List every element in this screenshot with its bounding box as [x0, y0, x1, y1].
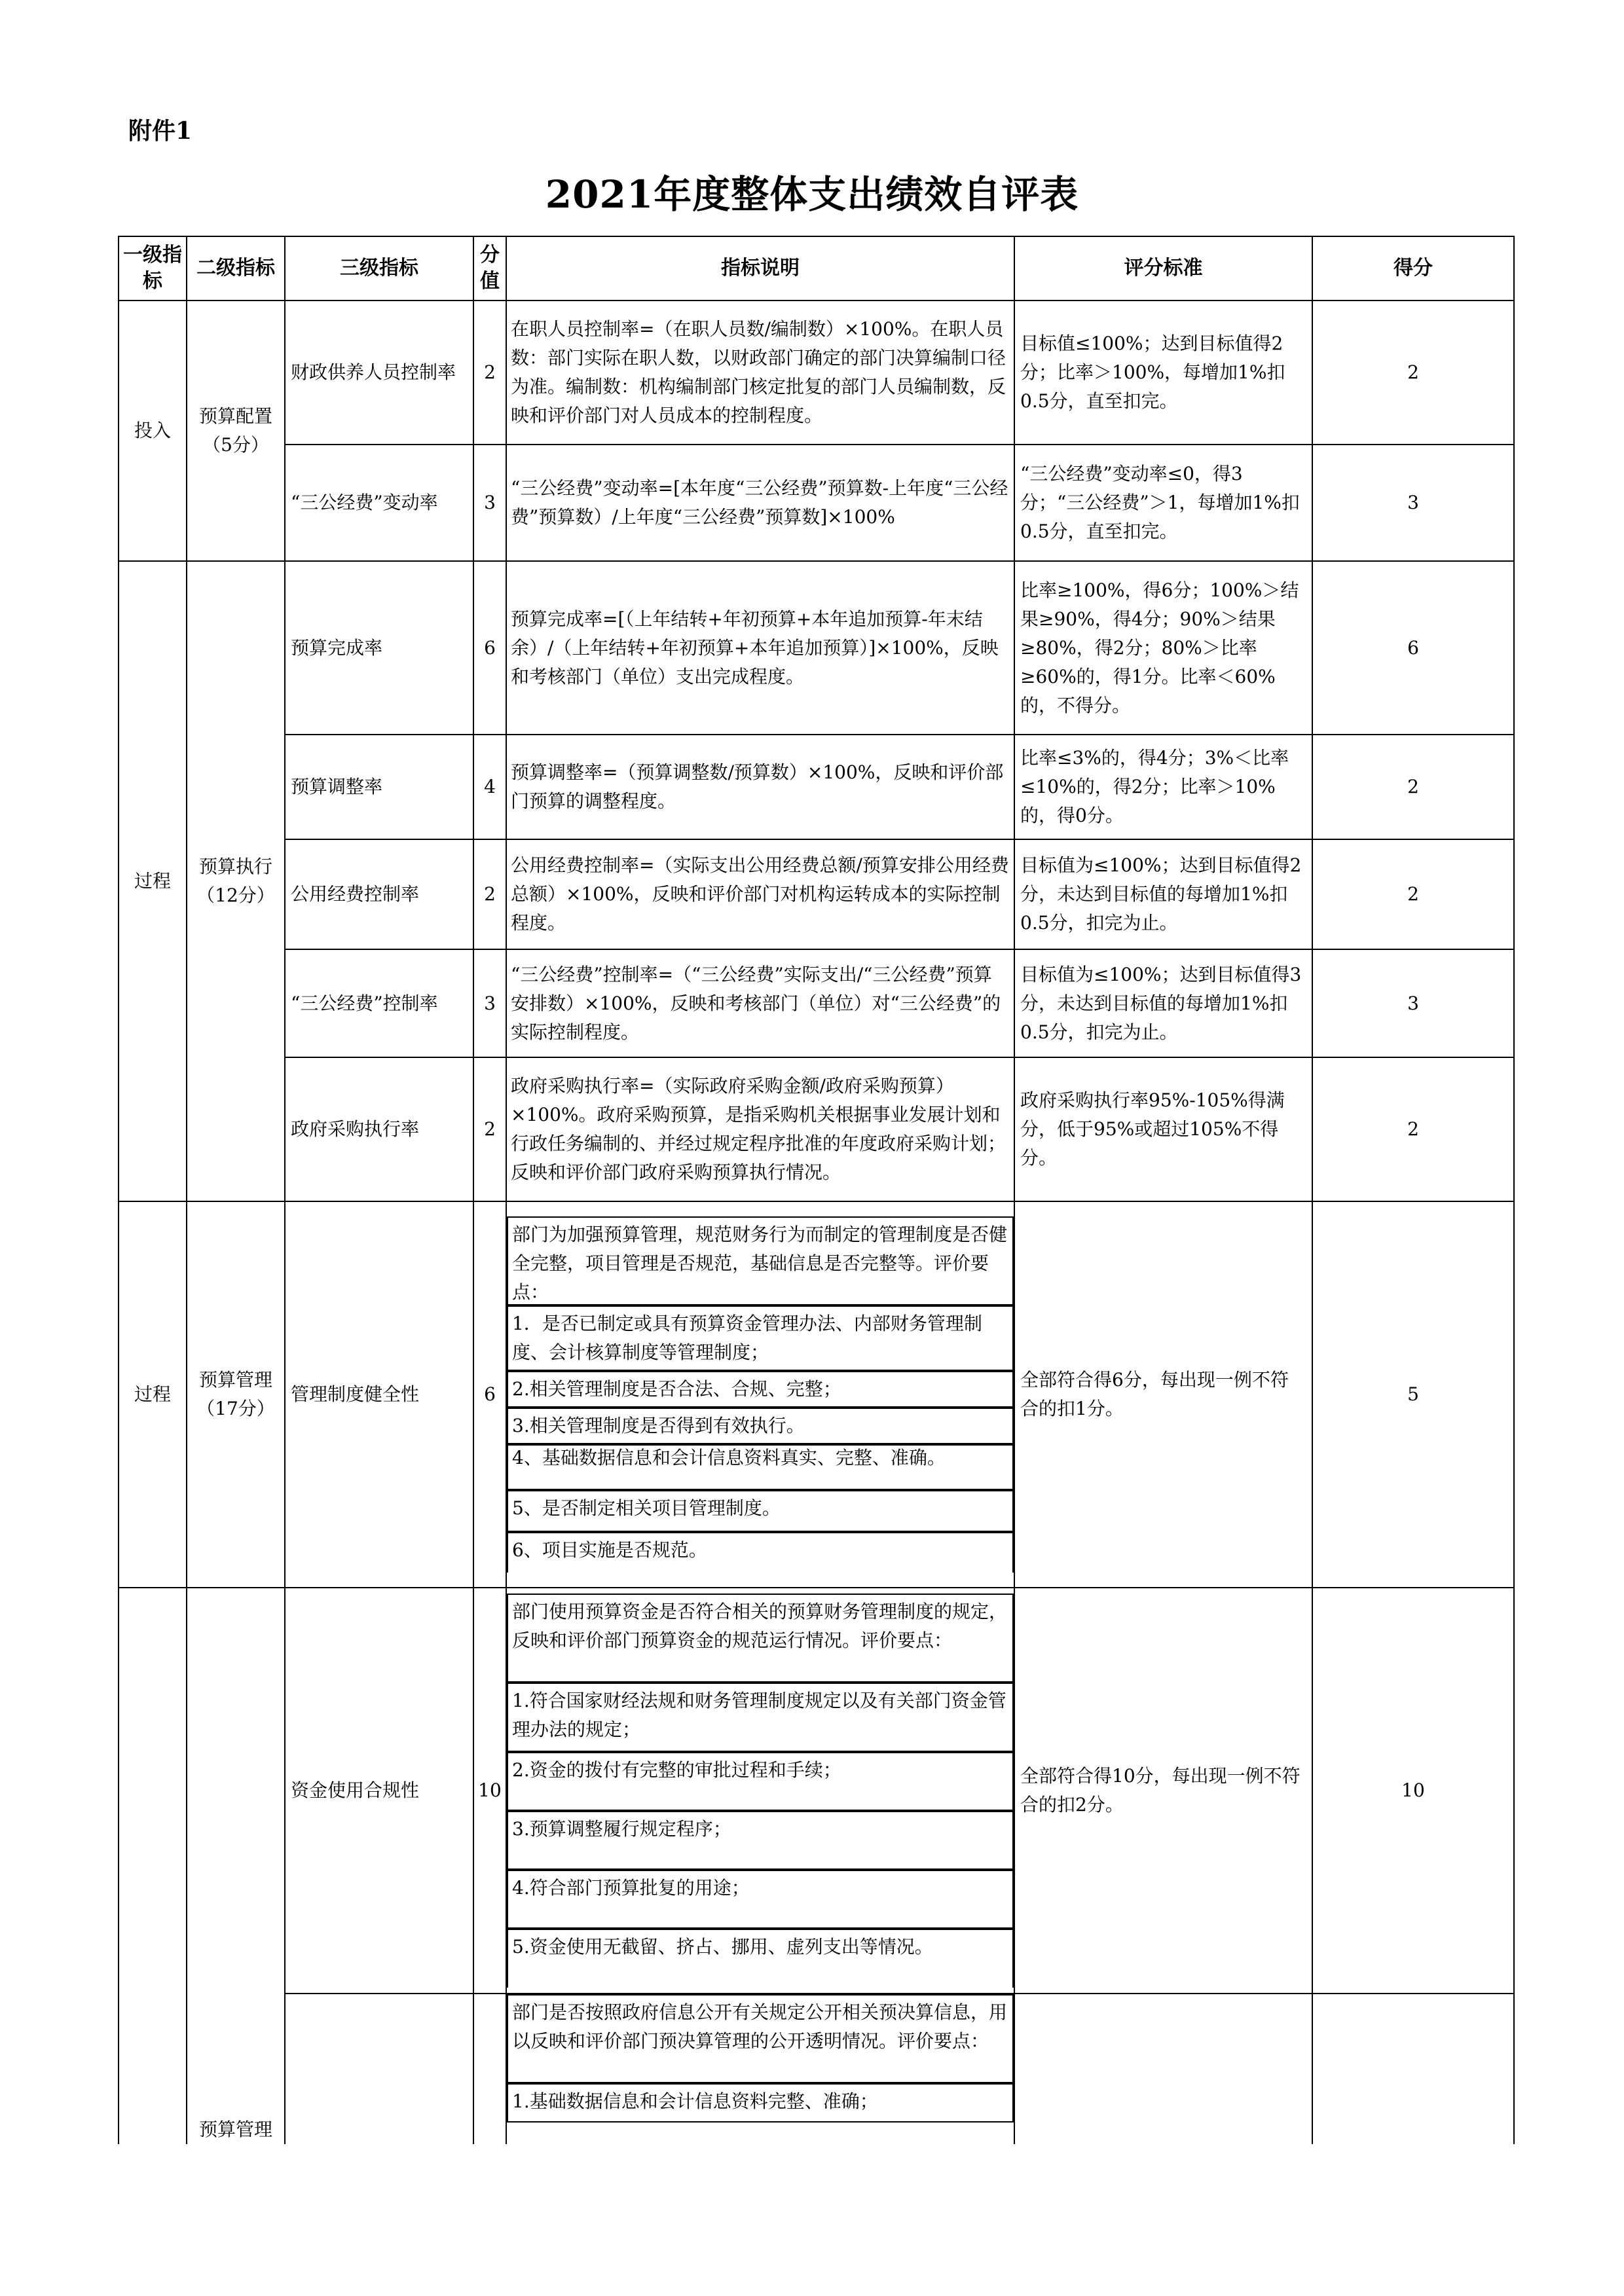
- description-cell: “三公经费”变动率=[本年度“三公经费”预算数-上年度“三公经费”预算数）/上年度“三公经费”预算数]×100%: [506, 445, 1014, 561]
- level3-cell: 预算完成率: [285, 561, 473, 735]
- standard-cell: [1014, 1994, 1312, 2144]
- attachment-label: 附件1: [128, 117, 193, 145]
- description-item: 2.资金的拨付有完整的审批过程和手续；: [507, 1752, 1014, 1811]
- description-item: 3.相关管理制度是否得到有效执行。: [507, 1408, 1014, 1444]
- level1-cell: [119, 1588, 187, 2144]
- level2-cell: 预算执行（12分）: [187, 561, 285, 1201]
- description-intro: 部门为加强预算管理，规范财务行为而制定的管理制度是否健全完整，项目管理是否规范，基础信息是否完整等。评价要点：: [507, 1216, 1014, 1305]
- description-intro: 部门使用预算资金是否符合相关的预算财务管理制度的规定，反映和评价部门预算资金的规范运行情况。评价要点：: [507, 1594, 1014, 1683]
- level3-cell: 管理制度健全性: [285, 1201, 473, 1588]
- standard-cell: 全部符合得10分，每出现一例不符合的扣2分。: [1014, 1588, 1312, 1994]
- standard-cell: 目标值为≤100%；达到目标值得3分，未达到目标值的每增加1%扣0.5分，扣完为止。: [1014, 949, 1312, 1057]
- description-item: 6、项目实施是否规范。: [507, 1532, 1014, 1573]
- result-cell: 10: [1312, 1588, 1514, 1994]
- header-level2: 二级指标: [187, 236, 285, 301]
- table-row: [119, 839, 1514, 949]
- score-cell: 3: [473, 445, 506, 561]
- description-cell: [506, 1994, 1014, 2144]
- description-cell: 在职人员控制率=（在职人员数/编制数）×100%。在职人员数：部门实际在职人数，以财政部门确定的部门决算编制口径为准。编制数：机构编制部门核定批复的部门人员编制数，反映和评价部门对人员成本的控制程度。: [506, 301, 1014, 445]
- standard-cell: 目标值≤100%；达到目标值得2分；比率＞100%，每增加1%扣0.5分，直至扣完。: [1014, 301, 1312, 445]
- description-cell: 政府采购执行率=（实际政府采购金额/政府采购预算）×100%。政府采购预算，是指采购机关根据事业发展计划和行政任务编制的、并经过规定程序批准的年度政府采购计划；反映和评价部门政府采购预算执行情况。: [506, 1057, 1014, 1201]
- result-cell: 2: [1312, 735, 1514, 839]
- level2-cell: [187, 1588, 285, 1994]
- result-cell: 2: [1312, 1057, 1514, 1201]
- description-cell: [506, 1588, 1014, 1994]
- result-cell: 6: [1312, 561, 1514, 735]
- description-cell: 预算调整率=（预算调整数/预算数）×100%，反映和评价部门预算的调整程度。: [506, 735, 1014, 839]
- level2-cell: 预算管理（17分）: [187, 1201, 285, 1588]
- level3-cell: “三公经费”变动率: [285, 445, 473, 561]
- result-cell: 3: [1312, 949, 1514, 1057]
- table-row: [119, 445, 1514, 561]
- table-row: [119, 735, 1514, 839]
- standard-cell: 比率≤3%的，得4分；3%＜比率≤10%的，得2分；比率＞10%的，得0分。: [1014, 735, 1312, 839]
- result-cell: 2: [1312, 301, 1514, 445]
- page-title: 2021年度整体支出绩效自评表: [545, 172, 1079, 217]
- score-cell: 2: [473, 301, 506, 445]
- score-cell: 2: [473, 839, 506, 949]
- description-item: 1．是否已制定或具有预算资金管理办法、内部财务管理制度、会计核算制度等管理制度；: [507, 1305, 1014, 1371]
- table-row: [119, 561, 1514, 735]
- level3-cell: 公用经费控制率: [285, 839, 473, 949]
- score-cell: [473, 1994, 506, 2144]
- level2-cell: 预算配置（5分）: [187, 301, 285, 561]
- result-cell: [1312, 1994, 1514, 2144]
- score-cell: 2: [473, 1057, 506, 1201]
- description-cell: [506, 1201, 1014, 1588]
- description-intro: 部门是否按照政府信息公开有关规定公开相关预决算信息，用以反映和评价部门预决算管理的公开透明情况。评价要点：: [507, 1994, 1014, 2083]
- result-cell: 3: [1312, 445, 1514, 561]
- description-item: 3.预算调整履行规定程序；: [507, 1811, 1014, 1870]
- level1-cell: 过程: [119, 561, 187, 1201]
- evaluation-table: [118, 236, 1515, 2144]
- score-cell: 3: [473, 949, 506, 1057]
- table-row: [119, 949, 1514, 1057]
- description-item: 5.资金使用无截留、挤占、挪用、虚列支出等情况。: [507, 1929, 1014, 1988]
- level3-cell: 预算调整率: [285, 735, 473, 839]
- description-item: 1.符合国家财经法规和财务管理制度规定以及有关部门资金管理办法的规定；: [507, 1683, 1014, 1752]
- level3-cell: 政府采购执行率: [285, 1057, 473, 1201]
- header-standard: 评分标准: [1014, 236, 1312, 301]
- description-item: 2.相关管理制度是否合法、合规、完整；: [507, 1371, 1014, 1408]
- level1-cell: 过程: [119, 1201, 187, 1588]
- score-cell: 6: [473, 1201, 506, 1588]
- level3-cell: 财政供养人员控制率: [285, 301, 473, 445]
- standard-cell: 政府采购执行率95%-105%得满分，低于95%或超过105%不得分。: [1014, 1057, 1312, 1201]
- score-cell: 10: [473, 1588, 506, 1994]
- level3-cell: [285, 1994, 473, 2144]
- table-row: [119, 1994, 1514, 2144]
- level3-cell: 资金使用合规性: [285, 1588, 473, 1994]
- description-cell: “三公经费”控制率=（“三公经费”实际支出/“三公经费”预算安排数）×100%，反映和考核部门（单位）对“三公经费”的实际控制程度。: [506, 949, 1014, 1057]
- table-row: [119, 1588, 1514, 1994]
- header-level1: 一级指标: [119, 236, 187, 301]
- description-item: 1.基础数据信息和会计信息资料完整、准确；: [507, 2083, 1014, 2123]
- standard-cell: 目标值为≤100%；达到目标值得2分，未达到目标值的每增加1%扣0.5分，扣完为止。: [1014, 839, 1312, 949]
- description-item: 4、基础数据信息和会计信息资料真实、完整、准确。: [507, 1444, 1014, 1490]
- description-cell: 预算完成率=[（上年结转+年初预算+本年追加预算-年末结余）/（上年结转+年初预算+本年追加预算）]×100%，反映和考核部门（单位）支出完成程度。: [506, 561, 1014, 735]
- header-score: 分值: [473, 236, 506, 301]
- score-cell: 4: [473, 735, 506, 839]
- level1-cell: 投入: [119, 301, 187, 561]
- result-cell: 5: [1312, 1201, 1514, 1588]
- standard-cell: “三公经费”变动率≤0，得3分；“三公经费”＞1，每增加1%扣0.5分，直至扣完。: [1014, 445, 1312, 561]
- table-row: [119, 1057, 1514, 1201]
- header-result: 得分: [1312, 236, 1514, 301]
- description-item: 5、是否制定相关项目管理制度。: [507, 1490, 1014, 1532]
- result-cell: 2: [1312, 839, 1514, 949]
- standard-cell: 比率≥100%，得6分；100%＞结果≥90%，得4分；90%＞结果≥80%，得2分；80%＞比率≥60%的，得1分。比率＜60%的，不得分。: [1014, 561, 1312, 735]
- header-level3: 三级指标: [285, 236, 473, 301]
- header-description: 指标说明: [506, 236, 1014, 301]
- table-header-row: [119, 236, 1514, 301]
- description-item: 4.符合部门预算批复的用途；: [507, 1870, 1014, 1929]
- description-cell: 公用经费控制率=（实际支出公用经费总额/预算安排公用经费总额）×100%，反映和评价部门对机构运转成本的实际控制程度。: [506, 839, 1014, 949]
- level2-cell: 预算管理: [187, 1994, 285, 2144]
- level3-cell: “三公经费”控制率: [285, 949, 473, 1057]
- standard-cell: 全部符合得6分，每出现一例不符合的扣1分。: [1014, 1201, 1312, 1588]
- score-cell: 6: [473, 561, 506, 735]
- table-row: [119, 301, 1514, 445]
- table-row: [119, 1201, 1514, 1588]
